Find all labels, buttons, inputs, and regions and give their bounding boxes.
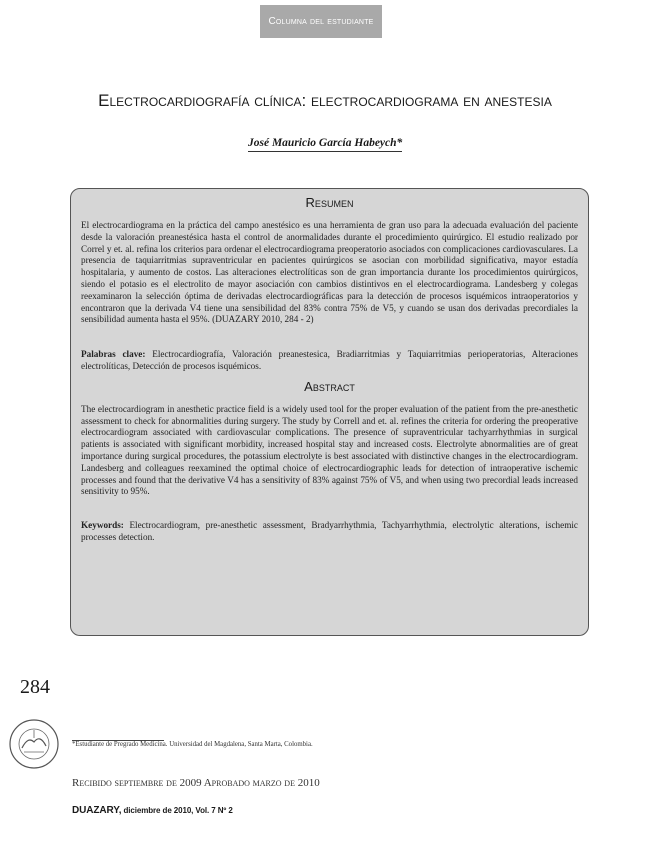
abstract-box bbox=[70, 188, 589, 636]
article-title: Electrocardiografía clínica: electrocardiograma en anestesia bbox=[98, 91, 552, 110]
section-label: Columna del estudiante bbox=[260, 5, 382, 38]
abstract-heading: Abstract bbox=[304, 378, 355, 394]
resumen-heading: Resumen bbox=[305, 195, 354, 210]
abstract-keywords-text: Electrocardiogram, pre-anesthetic assessment, Bradyarrhythmia, Tachyarrhythmia, electrolytic alterations, ischemic processes detection. bbox=[81, 520, 578, 542]
author-name: José Mauricio García Habeych* bbox=[248, 137, 402, 152]
page-number: 284 bbox=[20, 676, 50, 698]
abstract-keywords-label: Keywords: bbox=[81, 520, 124, 531]
resumen-body: El electrocardiograma en la práctica del campo anestésico es una herramienta de gran uso para la adecuada evaluación del paciente desde la valoración preanestésica hasta el control de anormalidades durante el procedimiento quirúrgico. El estudio realizado por Correl y et. al. refina los criterios para ordenar el electrocardiograma preoperatorio asociados con complicaciones cardiovasculares. La presencia de taquiarritmias supraventricular en pacientes quirúrgicos se asocian con morbilidad significativa, mayor estadía hospitalaria, y aumento de costos. Las alteraciones electrolíticas son de gran importancia durante los procedimientos quirúrgicos, siendo el potasio es el electrolito de mayor asociación con cambios distintivos en el electrocardiograma. Landesberg y colegas reexaminaron la selección óptima de derivadas electrocardiográficas para la detección de procesos isquémicos intraoperatorios y encontraron que la derivada V4 tiene una sensibilidad del 83% contra 75% de V5, y cuando se usan dos derivadas precordiales la sensibilidad aumenta hasta el 95%. (DUAZARY 2010, 284 - 2) bbox=[81, 220, 578, 325]
resumen-keywords-label: Palabras clave: bbox=[81, 349, 146, 360]
author-footnote: *Estudiante de Pregrado Medicina. Universidad del Magdalena, Santa Marta, Colombia. bbox=[72, 741, 313, 748]
resumen-keywords bbox=[81, 349, 578, 373]
university-seal-icon bbox=[8, 718, 60, 770]
abstract-keywords bbox=[81, 520, 578, 544]
journal-citation bbox=[72, 805, 233, 816]
resumen-keywords-text: Electrocardiografía, Valoración preanestesica, Bradiarritmias y Taquiarritmias perioperatorias, Alteraciones electrolíticas, Detección de procesos isquémicos. bbox=[81, 349, 578, 371]
journal-issue: diciembre de 2010, Vol. 7 Nº 2 bbox=[123, 806, 233, 815]
abstract-body: The electrocardiogram in anesthetic practice field is a widely used tool for the proper evaluation of the patient from the pre-anesthetic assessment to check for abnormalities during surgery. The study by Correll and et. al. refines the criteria for ordering the preoperative electrocardiogram associated with cardiovascular complications. The presence of supraventricular tachyarrhythmias in surgical patients is associated with significant morbidity, increased hospital stay and increased costs. Electrolyte abnormalities are of great importance during surgical procedures, the potassium electrolyte is best associated with distinctive changes in the electrocardiogram. Landesberg and colleagues reexamined the optimal choice of electrocardiographic leads for detection of intraoperative ischemic processes and found that the derivative V4 has a sensitivity of 83% against 75% of V5, and when using two precordial leads increased sensitivity to 95%. bbox=[81, 403, 578, 497]
received-dates: Recibido septiembre de 2009 Aprobado marzo de 2010 bbox=[72, 777, 320, 789]
journal-name: DUAZARY, bbox=[72, 805, 122, 816]
